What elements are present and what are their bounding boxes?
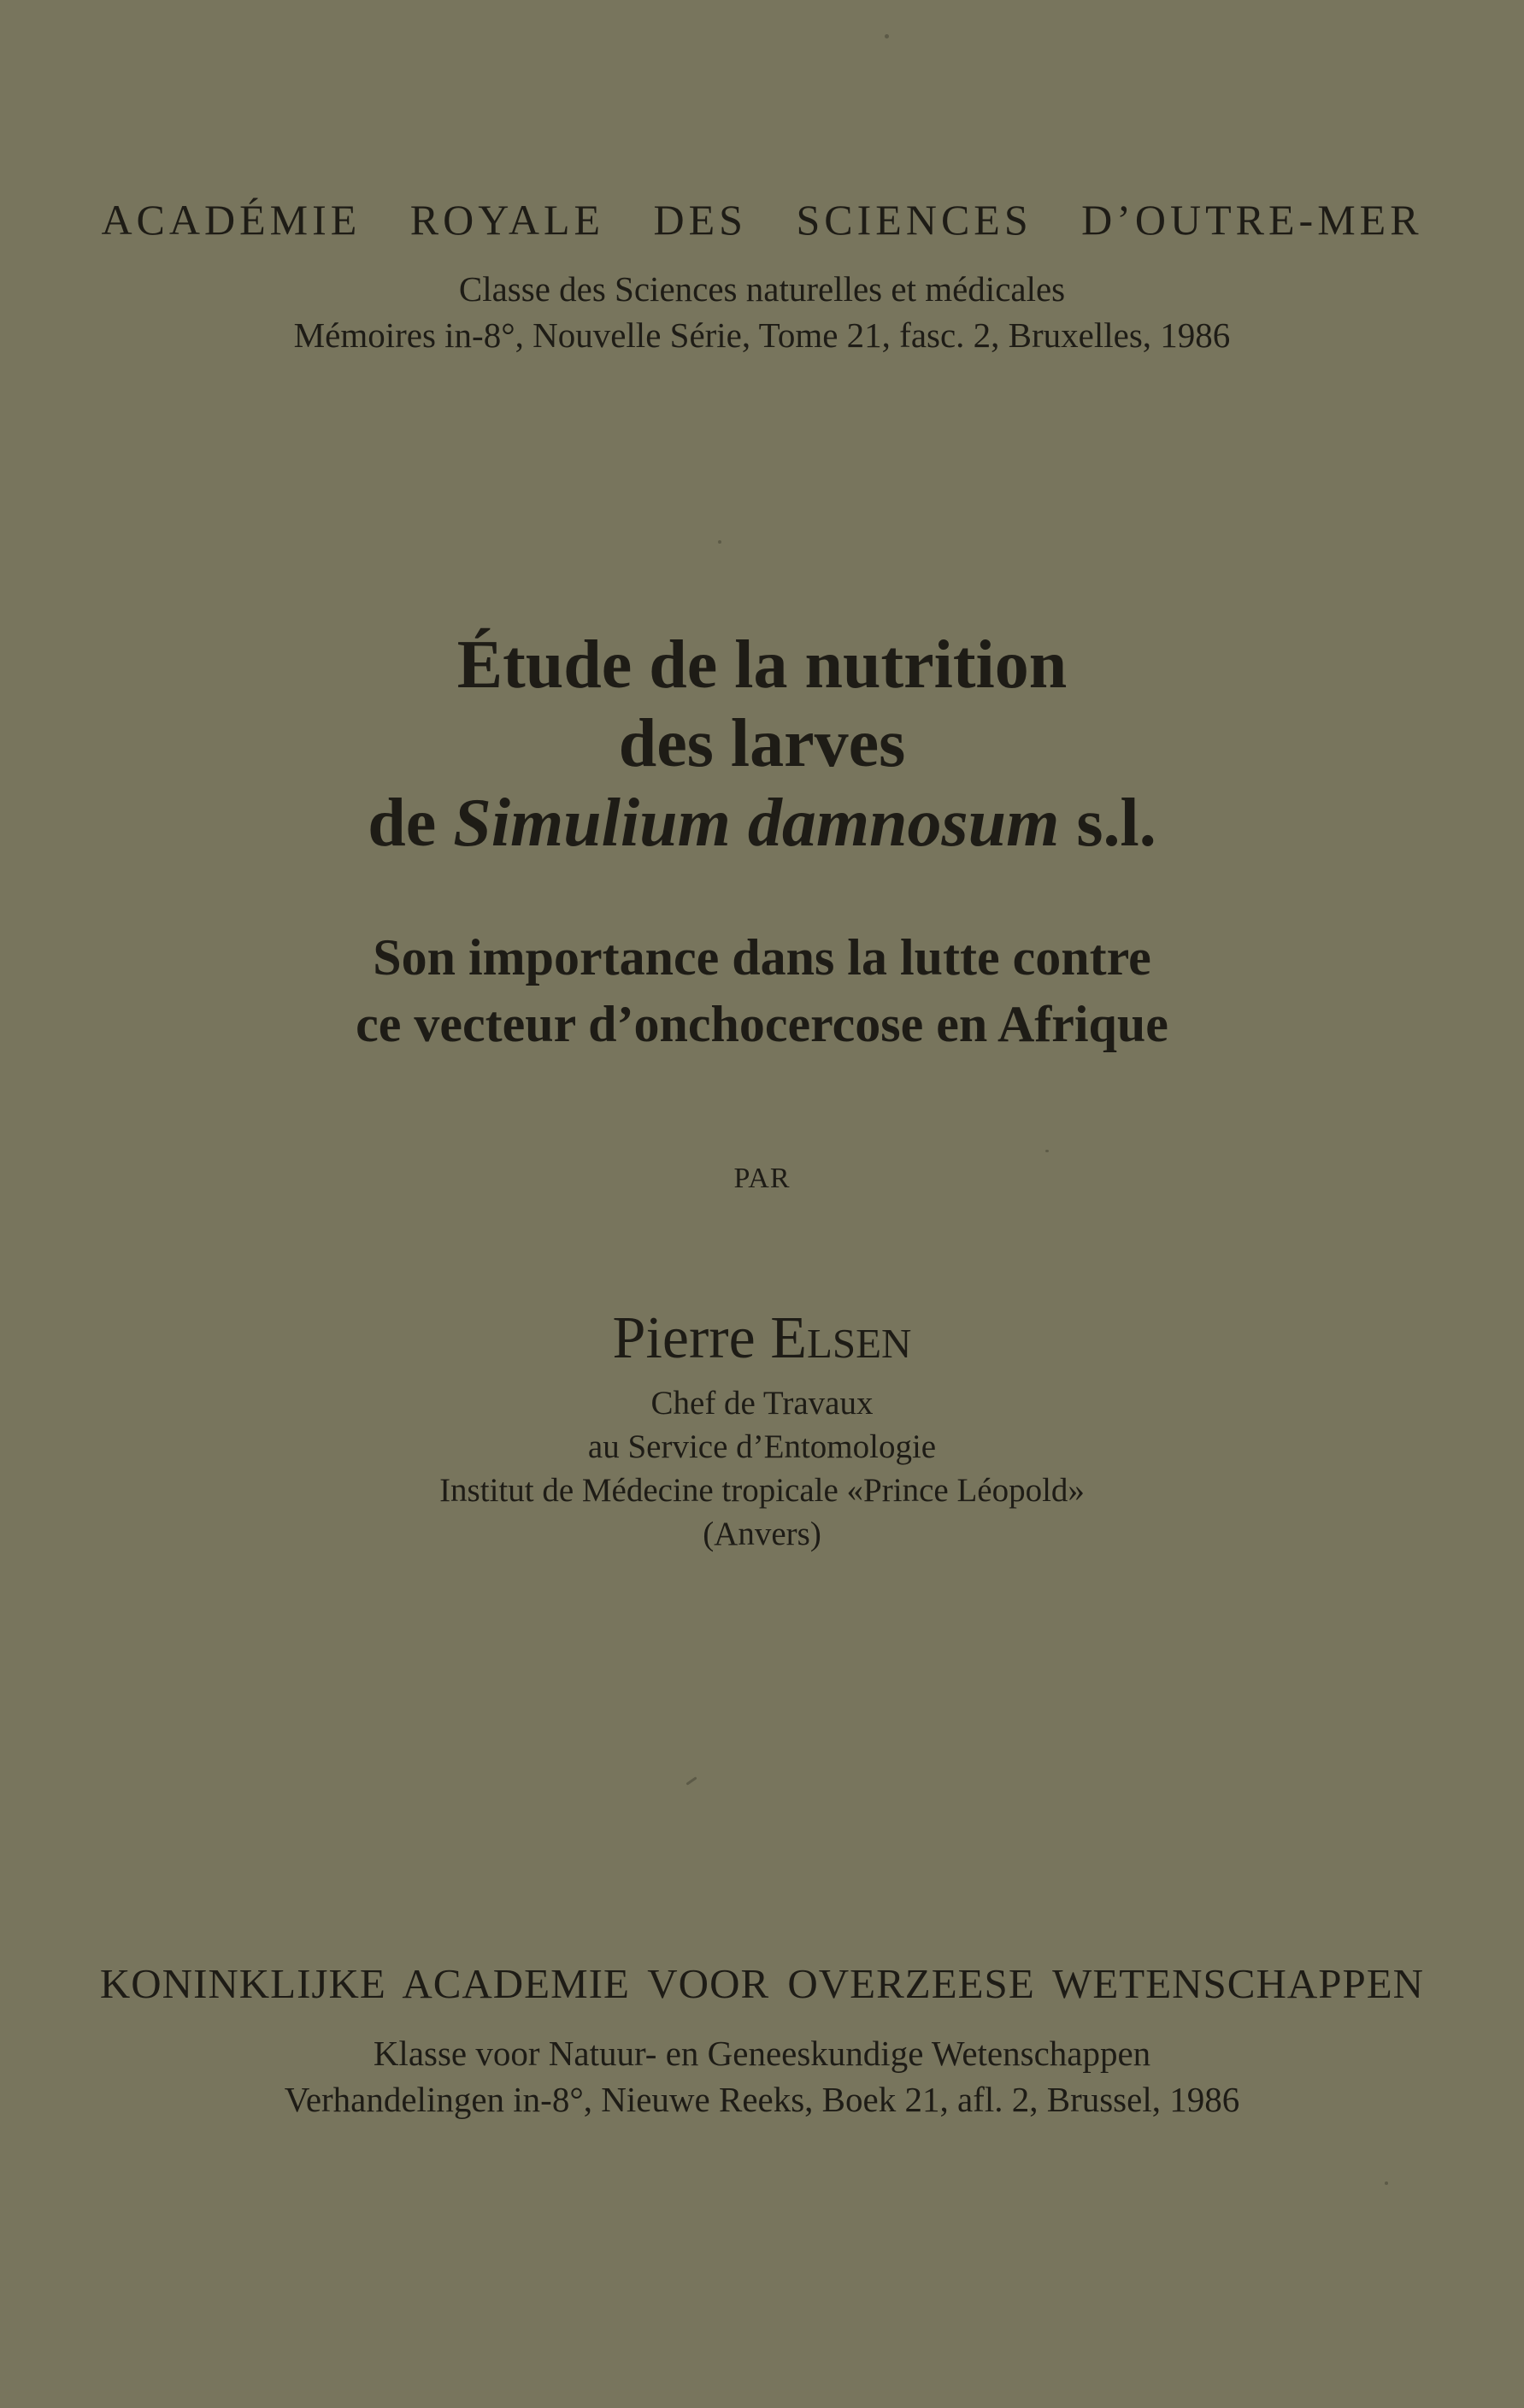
paper-speck (1385, 2181, 1388, 2185)
affiliation-line: au Service d’Entomologie (587, 1428, 937, 1465)
author-last-name: Elsen (770, 1305, 912, 1371)
academy-name-nl: KONINKLIJKE ACADEMIE VOOR OVERZEESE WETENSCHAPPEN (99, 1960, 1425, 2007)
paper-speck (1045, 1150, 1049, 1152)
author-name (0, 1304, 1524, 1373)
affiliation-line: Institut de Médecine tropicale «Prince Léopold» (439, 1472, 1085, 1509)
academy-name-fr: ACADÉMIE ROYALE DES SCIENCES D’OUTRE-MER (101, 196, 1423, 244)
affiliation-line: Chef de Travaux (650, 1385, 874, 1422)
title-line-3 (0, 785, 1524, 863)
subtitle-line-2: ce vecteur d’onchocercose en Afrique (356, 996, 1168, 1052)
author-first-name: Pierre (612, 1305, 771, 1371)
paper-speck (885, 34, 889, 38)
title-line-1: Étude de la nutrition (456, 627, 1068, 703)
title-line-3-prefix: de (368, 786, 454, 861)
subtitle-line-1: Son importance dans la lutte contre (373, 929, 1151, 986)
by-label: PAR (733, 1163, 791, 1194)
title-line-2: des larves (618, 706, 906, 781)
class-name-nl: Klasse voor Natuur- en Geneeskundige Wetenschappen (373, 2034, 1151, 2073)
species-name: Simulium damnosum (453, 786, 1060, 861)
class-name-fr: Classe des Sciences naturelles et médicales (458, 269, 1066, 309)
series-info-fr: Mémoires in-8°, Nouvelle Série, Tome 21, fasc. 2, Bruxelles, 1986 (293, 315, 1231, 355)
title-line-3-suffix: s.l. (1059, 786, 1156, 861)
series-info-nl: Verhandelingen in-8°, Nieuwe Reeks, Boek 21, afl. 2, Brussel, 1986 (284, 2080, 1240, 2119)
paper-speck (718, 540, 721, 544)
paper-speck (686, 1776, 697, 1785)
affiliation-line: (Anvers) (703, 1516, 821, 1552)
